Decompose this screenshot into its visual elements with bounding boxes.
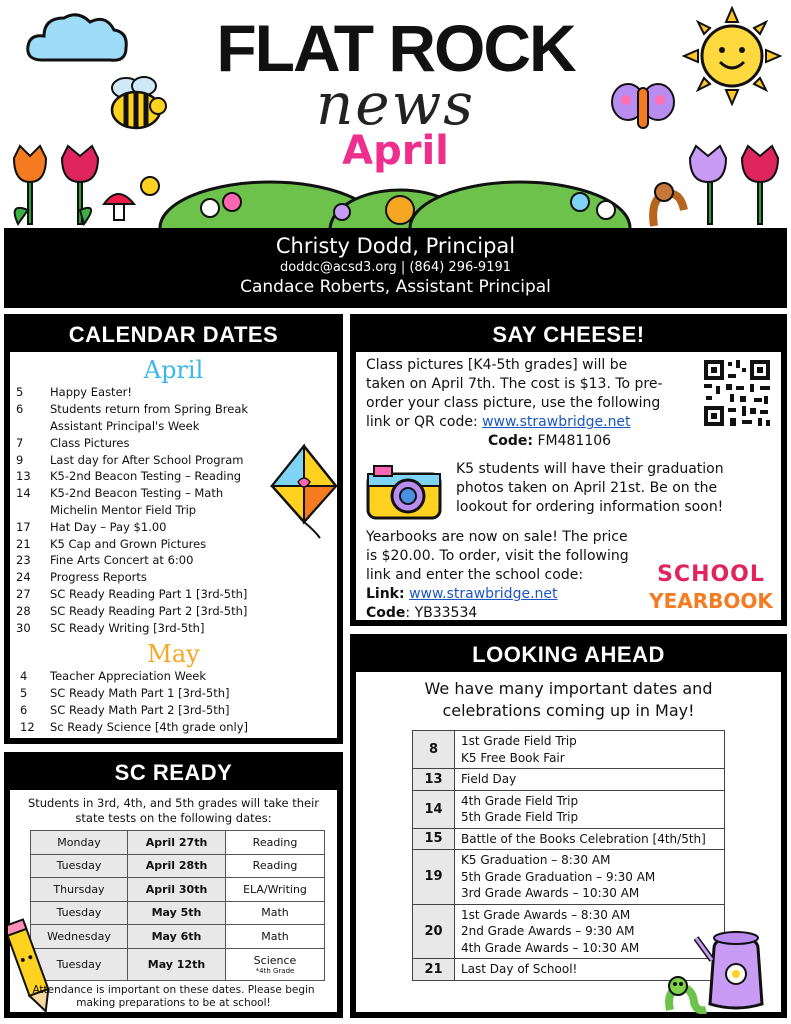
class-pictures-line4 (366, 413, 663, 432)
looking-ahead-events (455, 731, 725, 769)
yearbook-paragraph (366, 528, 629, 623)
sc-ready-day: Monday (31, 831, 128, 855)
calendar-event-row (10, 718, 337, 735)
sc-ready-row (31, 925, 325, 949)
calendar-event-day: 28 (16, 603, 31, 618)
looking-ahead-event: 5th Grade Field Trip (461, 810, 579, 824)
calendar-event-text: Happy Easter! (50, 385, 132, 400)
calendar-event-day: 17 (16, 519, 31, 534)
sc-ready-day: Tuesday (31, 901, 128, 925)
calendar-event-day: 9 (16, 452, 24, 467)
looking-ahead-event: 1st Grade Awards – 8:30 AM (461, 907, 631, 922)
calendar-event-row (10, 685, 337, 702)
school-yearbook-logo (646, 562, 776, 614)
looking-ahead-intro-line2: celebrations coming up in May! (442, 701, 695, 720)
sc-ready-day: Tuesday (31, 854, 128, 878)
calendar-event-day: 24 (16, 570, 31, 585)
calendar-dates-heading: CALENDAR DATES (68, 322, 279, 347)
looking-ahead-day: 19 (413, 850, 455, 905)
calendar-event-text: SC Ready Writing [3rd-5th] (50, 620, 205, 635)
calendar-event-day: 21 (16, 536, 31, 551)
sc-ready-body (10, 790, 337, 1012)
calendar-event-row (10, 418, 337, 435)
yearbook-link[interactable]: www.strawbridge.net (409, 586, 558, 602)
looking-ahead-day: 21 (413, 959, 455, 981)
class-pictures-code-value: FM481106 (537, 433, 612, 449)
sc-ready-date: May 5th (128, 901, 226, 925)
yearbook-logo-line2: YEARBOOK (649, 589, 773, 613)
calendar-event-row (10, 702, 337, 719)
newsletter-month: April (342, 128, 449, 174)
looking-ahead-event: 5th Grade Graduation – 9:30 AM (461, 869, 656, 884)
calendar-event-text: Hat Day – Pay $1.00 (50, 519, 167, 534)
looking-ahead-event: Field Day (461, 772, 517, 786)
looking-ahead-events (455, 850, 725, 905)
sc-ready-row (31, 831, 325, 855)
looking-ahead-event: Last Day of School! (461, 962, 578, 976)
sc-ready-heading: SC READY (114, 760, 233, 785)
newsletter-subtitle: news (315, 70, 476, 138)
yearbook-code-line (366, 604, 629, 623)
calendar-event-day: 6 (16, 402, 24, 417)
looking-ahead-intro-line1: We have many important dates and (424, 679, 713, 698)
looking-ahead-event: 1st Grade Field Trip (461, 734, 577, 748)
calendar-event-row (10, 602, 337, 619)
calendar-event-day: 6 (20, 702, 28, 717)
looking-ahead-day: 15 (413, 828, 455, 850)
calendar-event-day: 5 (16, 385, 24, 400)
class-pictures-code-label: Code: (488, 433, 534, 449)
calendar-event-row (10, 384, 337, 401)
may-events-list (10, 668, 337, 735)
calendar-event-day: 7 (16, 435, 24, 450)
calendar-event-text: K5-2nd Beacon Testing – Math (50, 486, 224, 501)
assistant-principal: Candace Roberts, Assistant Principal (240, 277, 551, 297)
may-heading: May (147, 639, 200, 668)
say-cheese-heading: SAY CHEESE! (492, 322, 645, 347)
looking-ahead-event: 4th Grade Awards – 10:30 AM (461, 940, 640, 955)
worm-icon (664, 974, 708, 1014)
graduation-line1: K5 students will have their graduation (456, 461, 724, 477)
looking-ahead-row (413, 790, 725, 828)
calendar-event-day: 5 (20, 686, 28, 701)
sc-ready-date: April 30th (128, 878, 226, 902)
class-pictures-link[interactable]: www.strawbridge.net (482, 414, 631, 430)
camera-icon (364, 460, 444, 522)
garden-illustration (0, 140, 791, 230)
newsletter-title: FLAT ROCK (216, 11, 575, 85)
looking-ahead-row (413, 904, 725, 959)
april-heading: April (143, 356, 204, 384)
calendar-event-text: SC Ready Math Part 2 [3rd-5th] (50, 702, 230, 717)
calendar-event-day: 23 (16, 553, 31, 568)
calendar-event-text: Students return from Spring Break (50, 402, 249, 417)
calendar-event-text: Michelin Mentor Field Trip (50, 502, 197, 517)
sc-ready-day: Wednesday (31, 925, 128, 949)
calendar-event-text: Fine Arts Concert at 6:00 (50, 553, 194, 568)
science-grade-note: *4th Grade (255, 966, 295, 975)
sc-ready-subject (226, 948, 325, 980)
sc-ready-schedule-table (30, 830, 325, 981)
sc-ready-day: Thursday (31, 878, 128, 902)
calendar-event-text: SC Ready Reading Part 2 [3rd-5th] (50, 603, 248, 618)
looking-ahead-panel (350, 634, 787, 1018)
looking-ahead-row (413, 769, 725, 791)
looking-ahead-events (455, 790, 725, 828)
yearbook-line1: Yearbooks are now on sale! The price (366, 529, 628, 545)
yearbook-logo-line1: SCHOOL (657, 562, 765, 587)
calendar-event-text: Last day for After School Program (50, 452, 244, 467)
sc-ready-date: April 27th (128, 831, 226, 855)
looking-ahead-intro (356, 678, 781, 722)
sc-ready-subject: Math (226, 901, 325, 925)
looking-ahead-row (413, 828, 725, 850)
looking-ahead-events (455, 904, 725, 959)
sc-ready-row (31, 901, 325, 925)
graduation-line3: lookout for ordering information soon! (456, 499, 724, 515)
sc-ready-date: May 6th (128, 925, 226, 949)
sc-ready-subject: ELA/Writing (226, 878, 325, 902)
yearbook-line3: link and enter the school code: (366, 567, 584, 583)
graduation-line2: photos taken on April 21st. Be on the (456, 480, 718, 496)
calendar-event-row (10, 619, 337, 636)
looking-ahead-body (356, 672, 781, 1012)
say-cheese-panel (350, 314, 787, 626)
calendar-event-day: 12 (20, 719, 35, 734)
looking-ahead-event: 3rd Grade Awards – 10:30 AM (461, 886, 640, 900)
principal-banner (4, 228, 787, 308)
class-pictures-line1: Class pictures [K4-5th grades] will be (366, 357, 628, 373)
class-pictures-paragraph (366, 356, 663, 451)
say-cheese-body (356, 352, 781, 620)
header (0, 0, 791, 228)
sc-ready-subject: Reading (226, 831, 325, 855)
yearbook-code-label: Code (366, 605, 406, 621)
calendar-event-day: 14 (16, 486, 31, 501)
sc-ready-row (31, 878, 325, 902)
calendar-event-text: Sc Ready Science [4th grade only] (50, 719, 249, 734)
class-pictures-line3: order your class picture, use the following (366, 395, 661, 411)
sc-ready-intro (10, 796, 337, 826)
sc-ready-date: May 12th (128, 948, 226, 980)
sc-ready-row (31, 948, 325, 980)
calendar-event-text: Teacher Appreciation Week (50, 669, 207, 684)
principal-name: Christy Dodd, Principal (275, 234, 516, 258)
calendar-event-row (10, 569, 337, 586)
calendar-event-row (10, 552, 337, 569)
sc-ready-date: April 28th (128, 854, 226, 878)
calendar-event-text: SC Ready Math Part 1 [3rd-5th] (50, 686, 230, 701)
looking-ahead-day: 14 (413, 790, 455, 828)
looking-ahead-day: 8 (413, 731, 455, 769)
looking-ahead-events (455, 828, 725, 850)
graduation-photos-paragraph (456, 460, 724, 517)
sc-ready-row (31, 854, 325, 878)
calendar-event-row (10, 586, 337, 603)
calendar-dates-body (10, 352, 337, 738)
looking-ahead-event: K5 Free Book Fair (461, 750, 565, 765)
yearbook-line2: is $20.00. To order, visit the following (366, 548, 629, 564)
sc-ready-subject: Reading (226, 854, 325, 878)
kite-icon (270, 444, 338, 540)
looking-ahead-event: 4th Grade Field Trip (461, 793, 579, 808)
class-pictures-line2: taken on April 7th. The cost is $13. To pre- (366, 376, 663, 392)
looking-ahead-event: K5 Graduation – 8:30 AM (461, 853, 611, 867)
calendar-event-text: SC Ready Reading Part 1 [3rd-5th] (50, 586, 248, 601)
yearbook-link-label: Link: (366, 586, 405, 602)
calendar-event-day: 30 (16, 620, 31, 635)
looking-ahead-event: Battle of the Books Celebration [4th/5th] (461, 831, 706, 846)
sc-ready-subject-text: Science (253, 953, 297, 967)
calendar-event-day: 27 (16, 586, 31, 601)
class-pictures-link-prefix: link or QR code: (366, 414, 483, 430)
sc-ready-intro-line2: state tests on the following dates: (75, 811, 272, 825)
sc-ready-footer-line2: making preparations to be at school! (76, 997, 271, 1009)
calendar-event-text: Progress Reports (50, 570, 147, 585)
calendar-event-row (10, 401, 337, 418)
yearbook-code-value: : YB33534 (405, 605, 478, 621)
calendar-event-text: K5 Cap and Grown Pictures (50, 536, 207, 551)
calendar-event-text: Assistant Principal's Week (50, 418, 200, 433)
looking-ahead-day: 20 (413, 904, 455, 959)
looking-ahead-event: 2nd Grade Awards – 9:30 AM (461, 924, 635, 938)
sc-ready-subject: Math (226, 925, 325, 949)
calendar-event-text: K5-2nd Beacon Testing – Reading (50, 469, 242, 484)
yearbook-link-line (366, 585, 629, 604)
principal-contact: doddc@acsd3.org | (864) 296-9191 (279, 260, 512, 275)
calendar-event-text: Class Pictures (50, 435, 130, 450)
looking-ahead-row (413, 731, 725, 769)
calendar-event-day: 13 (16, 469, 31, 484)
looking-ahead-row (413, 850, 725, 905)
calendar-dates-panel (4, 314, 343, 744)
looking-ahead-heading: LOOKING AHEAD (472, 642, 665, 667)
sc-ready-footer-line1: Attendance is important on these dates. Please begin (32, 984, 315, 996)
looking-ahead-events (455, 769, 725, 791)
calendar-event-row (10, 668, 337, 685)
sc-ready-intro-line1: Students in 3rd, 4th, and 5th grades will take their (27, 796, 320, 810)
calendar-event-day: 4 (20, 669, 28, 684)
sc-ready-footer (10, 984, 337, 1010)
sc-ready-day: Tuesday (31, 948, 128, 980)
sc-ready-panel (4, 752, 343, 1018)
class-pictures-code (366, 432, 663, 451)
looking-ahead-table (412, 730, 725, 981)
looking-ahead-day: 13 (413, 769, 455, 791)
qr-code[interactable] (702, 358, 772, 428)
